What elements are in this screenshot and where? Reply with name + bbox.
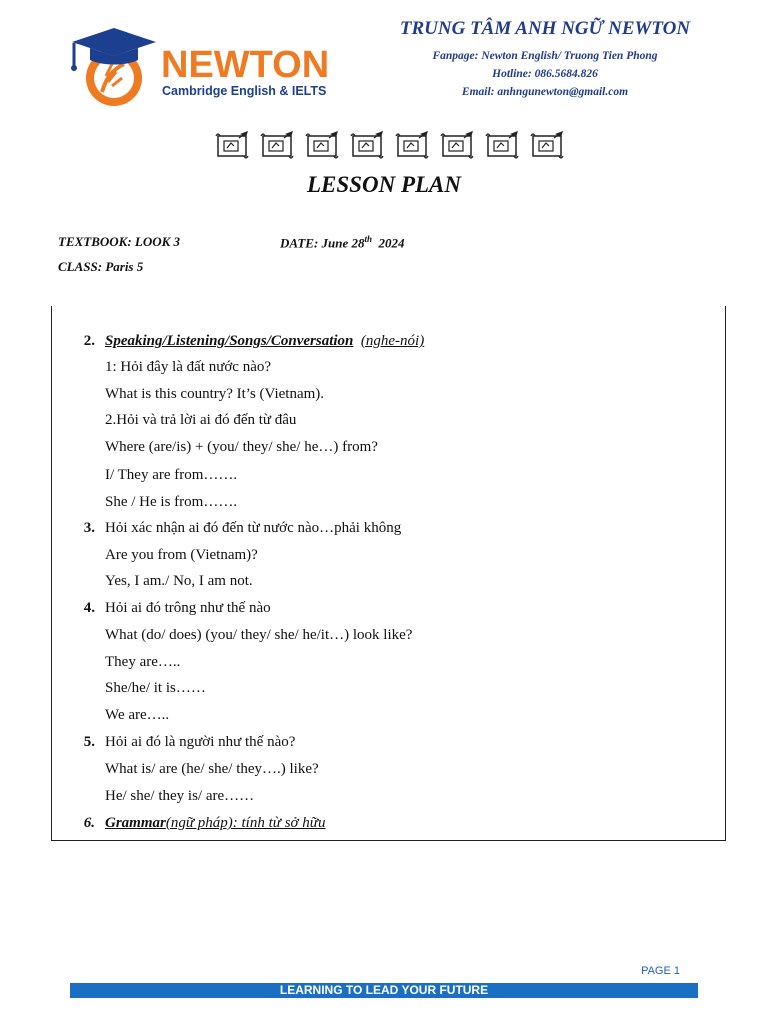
decorative-icon-row [214, 130, 567, 160]
section-5-line: What is/ are (he/ she/ they….) like? [105, 761, 319, 777]
certificate-icon [529, 130, 567, 160]
section-2-note: (nghe-nói) [360, 333, 425, 349]
section-2-line: I/ They are from……. [105, 467, 238, 483]
date-text: DATE: June 28 [280, 235, 365, 251]
newton-logo [66, 26, 336, 110]
date-year: 2024 [378, 235, 405, 251]
certificate-icon [214, 130, 252, 160]
certificate-icon [304, 130, 342, 160]
contact-header [380, 18, 710, 98]
section-6-title: Grammar [105, 815, 166, 831]
graduation-cap-logo-icon [66, 26, 162, 110]
certificate-icon [484, 130, 522, 160]
page-number: PAGE 1 [641, 965, 680, 977]
section-2-line: 2.Hỏi và trả lời ai đó đến từ đâu [105, 412, 297, 428]
section-5-line: He/ she/ they is/ are…… [105, 788, 255, 804]
section-4-title: Hỏi ai đó trông như thế nào [105, 600, 271, 616]
certificate-icon [259, 130, 297, 160]
email-text: Email: anhngunewton@gmail.com [461, 86, 629, 98]
date-label [280, 234, 405, 251]
section-4-line: They are….. [105, 654, 181, 670]
class-label: CLASS: Paris 5 [58, 259, 144, 274]
section-2-line: Where (are/is) + (you/ they/ she/ he…) from? [105, 439, 378, 455]
section-4-line: What (do/ does) (you/ they/ she/ he/it…) look like? [105, 627, 413, 643]
section-2-number: 2. [83, 333, 95, 349]
section-5-title: Hỏi ai đó là người như thế nào? [105, 734, 296, 750]
textbook-label: TEXTBOOK: LOOK 3 [58, 234, 181, 249]
logo-subtitle: Cambridge English & IELTS [162, 84, 327, 98]
page-title: LESSON PLAN [307, 172, 461, 197]
section-4-line: She/he/ it is…… [105, 680, 206, 696]
section-6-heading [105, 815, 325, 832]
footer-slogan-bar: LEARNING TO LEAD YOUR FUTURE [70, 983, 698, 998]
certificate-icon [394, 130, 432, 160]
logo-name: NEWTON [161, 44, 330, 86]
date-suffix: th [364, 234, 373, 244]
center-name: TRUNG TÂM ANH NGỮ NEWTON [399, 18, 691, 39]
section-2-line: 1: Hỏi đây là đất nước nào? [105, 359, 272, 375]
section-3-line: Are you from (Vietnam)? [105, 547, 258, 563]
section-2-title: Speaking/Listening/Songs/Conversation [105, 333, 354, 349]
section-2-line: She / He is from……. [105, 494, 238, 510]
section-3-number: 3. [83, 520, 95, 536]
fanpage-text: Fanpage: Newton English/ Truong Tien Phong [432, 50, 658, 62]
section-5-number: 5. [83, 734, 95, 750]
hotline-text: Hotline: 086.5684.826 [492, 68, 598, 80]
section-6-note: (ngữ pháp): tính từ sở hữu [165, 815, 326, 831]
section-3-line: Yes, I am./ No, I am not. [105, 573, 253, 589]
section-4-number: 4. [83, 600, 95, 616]
section-3-title: Hỏi xác nhận ai đó đến từ nước nào…phải không [105, 520, 402, 536]
section-2-heading [105, 333, 424, 350]
section-6-number: 6. [83, 815, 95, 831]
certificate-icon [439, 130, 477, 160]
certificate-icon [349, 130, 387, 160]
section-4-line: We are….. [105, 707, 170, 723]
section-2-line: What is this country? It’s (Vietnam). [105, 386, 325, 402]
